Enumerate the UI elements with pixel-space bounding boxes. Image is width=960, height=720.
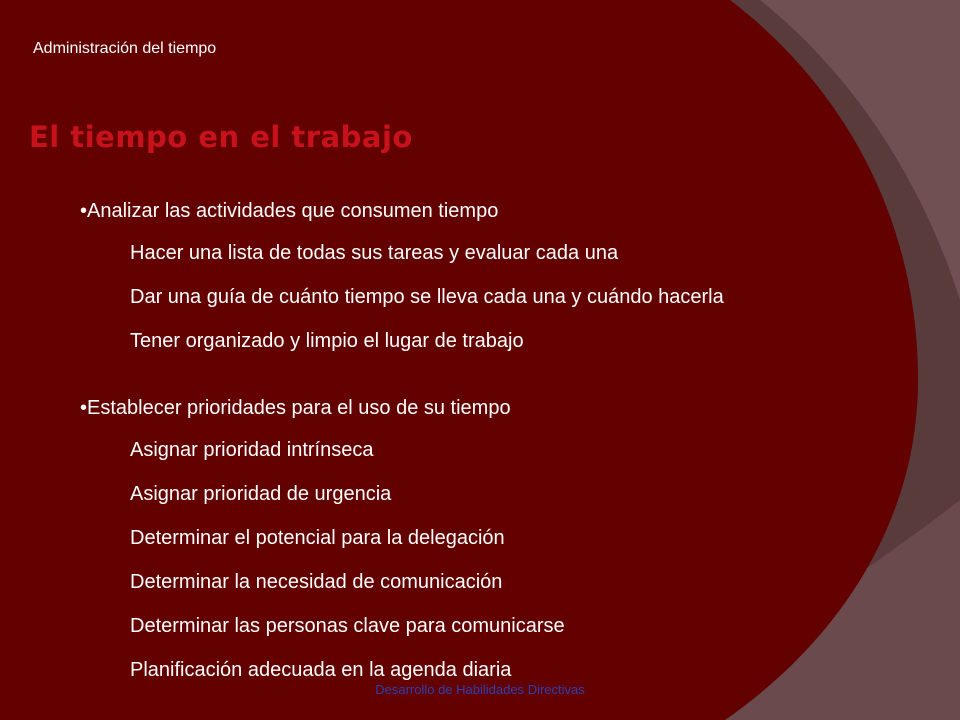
list-item: Tener organizado y limpio el lugar de trabajo — [130, 330, 524, 352]
list-item: Hacer una lista de todas sus tareas y evaluar cada una — [130, 242, 619, 264]
list-item: Determinar la necesidad de comunicación — [130, 571, 503, 593]
presentation-header: Administración del tiempo — [33, 40, 217, 57]
list-item: Determinar el potencial para la delegación — [130, 527, 505, 549]
bullet-heading: •Analizar las actividades que consumen tiempo — [80, 200, 499, 222]
bullet-heading: •Establecer prioridades para el uso de su tiempo — [80, 397, 511, 419]
sub-list — [80, 436, 565, 684]
section-activities — [80, 197, 724, 355]
list-item: Asignar prioridad intrínseca — [130, 439, 374, 461]
slide-title: El tiempo en el trabajo — [29, 120, 413, 154]
list-item: Dar una guía de cuánto tiempo se lleva cada una y cuándo hacerla — [130, 286, 724, 308]
list-item: Determinar las personas clave para comunicarse — [130, 615, 565, 637]
list-item: Planificación adecuada en la agenda diaria — [130, 659, 512, 681]
sub-list — [80, 239, 724, 355]
list-item: Asignar prioridad de urgencia — [130, 483, 392, 505]
slide-footer: Desarrollo de Habilidades Directivas — [375, 682, 585, 697]
section-priorities — [80, 394, 565, 684]
